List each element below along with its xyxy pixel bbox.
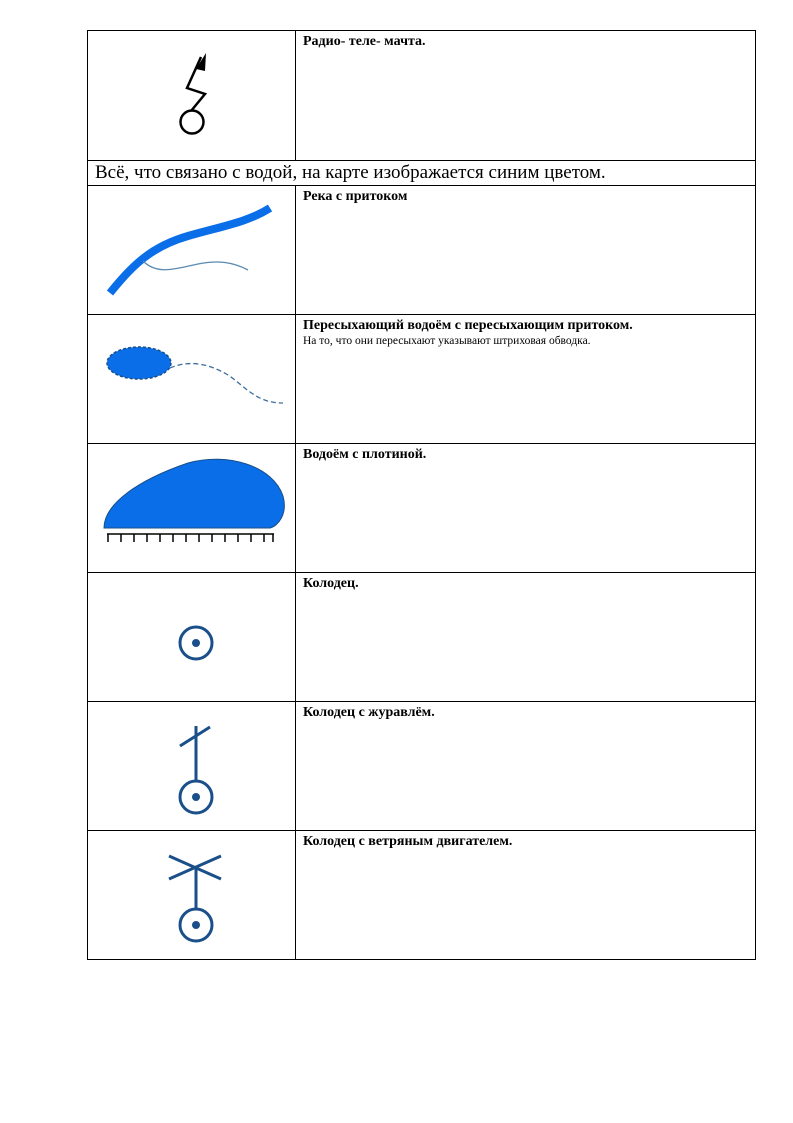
legend-text-cell — [296, 702, 755, 830]
legend-title: Река с притоком — [303, 189, 408, 204]
legend-symbol-cell — [88, 186, 296, 314]
radio-tv-mast-icon — [88, 31, 296, 160]
legend-symbol-cell — [88, 702, 296, 830]
legend-symbol-cell — [88, 831, 296, 959]
legend-row-drying-reservoir — [88, 314, 755, 443]
legend-row-well-windmill — [88, 830, 755, 959]
legend-title: Колодец с ветряным двигателем. — [303, 834, 513, 849]
legend-table — [87, 30, 756, 960]
legend-row-well — [88, 572, 755, 701]
legend-text-cell — [296, 315, 755, 443]
legend-title: Колодец с журавлём. — [303, 705, 435, 720]
legend-row-well-sweep — [88, 701, 755, 830]
well-icon — [88, 573, 296, 702]
water-color-banner: Всё, что связано с водой, на карте изображается синим цветом. — [88, 160, 755, 185]
legend-symbol-cell — [88, 315, 296, 443]
legend-text-cell — [296, 831, 755, 959]
legend-row-river — [88, 185, 755, 314]
legend-row-mast — [88, 31, 755, 160]
legend-symbol-cell — [88, 444, 296, 572]
legend-symbol-cell — [88, 573, 296, 701]
legend-title: Водоём с плотиной. — [303, 447, 427, 462]
legend-text-cell — [296, 444, 755, 572]
legend-title: Колодец. — [303, 576, 359, 591]
drying-reservoir-icon — [88, 315, 296, 444]
reservoir-with-dam-icon — [88, 444, 296, 573]
legend-row-reservoir-dam — [88, 443, 755, 572]
legend-symbol-cell — [88, 31, 296, 160]
legend-text-cell — [296, 186, 755, 314]
legend-text-cell — [296, 31, 755, 160]
legend-title: Радио- теле- мачта. — [303, 34, 426, 49]
legend-title: Пересыхающий водоём с пересыхающим притоком. — [303, 318, 633, 333]
river-with-tributary-icon — [88, 186, 296, 315]
well-with-windmill-icon — [88, 831, 296, 960]
well-with-sweep-icon — [88, 702, 296, 831]
legend-note: На то, что они пересыхают указывают штриховая обводка. — [303, 335, 591, 347]
legend-text-cell — [296, 573, 755, 701]
